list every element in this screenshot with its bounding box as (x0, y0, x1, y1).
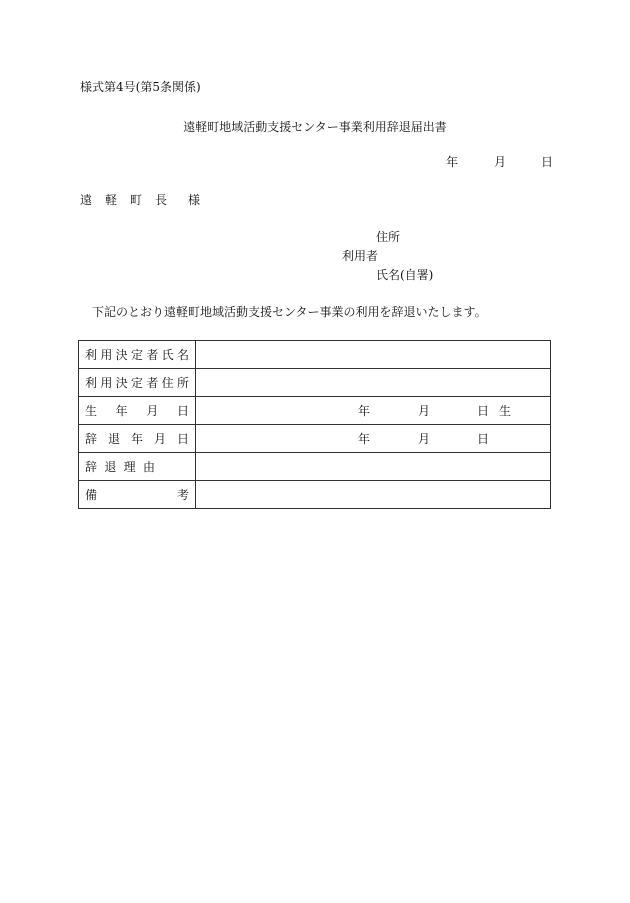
label-char: 月 (146, 404, 159, 418)
row-label-withdrawal-date (79, 425, 196, 453)
addressee-honorific: 様 (188, 193, 201, 207)
label-char: 日 (176, 404, 189, 418)
statement-text: 下記のとおり遠軽町地域活動支援センター事業の利用を辞退いたします。 (92, 305, 487, 319)
addressee-char: 町 (130, 193, 143, 207)
addressee-char: 軽 (105, 193, 118, 207)
withdrawal-year-mark: 年 (358, 432, 371, 446)
row-label-user-name (79, 341, 196, 369)
withdrawal-month-mark: 月 (418, 432, 431, 446)
label-char: 住 (161, 376, 174, 390)
label-char: 退 (107, 432, 120, 446)
date-year-label: 年 (446, 155, 459, 169)
birth-suffix-mark: 生 (499, 404, 512, 418)
birth-day-mark: 日 (477, 404, 490, 418)
form-number: 様式第4号(第5条関係) (80, 80, 201, 94)
row-label-withdrawal-reason (79, 453, 196, 481)
user-address-field[interactable] (196, 369, 551, 397)
row-label-user-address (79, 369, 196, 397)
label-char: 決 (115, 376, 128, 390)
table-row (79, 397, 551, 425)
label-char: 者 (146, 348, 159, 362)
label-char: 氏 (161, 348, 174, 362)
user-name-field[interactable] (196, 341, 551, 369)
label-char: 理 (123, 460, 136, 474)
date-month-label: 月 (494, 155, 507, 169)
user-label: 利用者 (342, 249, 379, 263)
row-label-remarks (79, 481, 196, 509)
label-char: 利 (85, 348, 98, 362)
label-char: 年 (130, 432, 143, 446)
label-char: 年 (115, 404, 128, 418)
label-char: 退 (104, 460, 117, 474)
birth-month-mark: 月 (418, 404, 431, 418)
label-char: 生 (85, 404, 98, 418)
label-char: 由 (142, 460, 155, 474)
date-day-label: 日 (541, 155, 554, 169)
withdrawal-date-field[interactable] (196, 425, 551, 453)
table-row (79, 481, 551, 509)
label-char: 利 (85, 376, 98, 390)
table-row (79, 453, 551, 481)
name-signature-label: 氏名(自署) (376, 268, 434, 282)
label-char: 月 (153, 432, 166, 446)
table-row (79, 341, 551, 369)
label-char: 用 (100, 348, 113, 362)
table-row (79, 425, 551, 453)
label-char: 考 (176, 488, 189, 502)
label-char: 用 (100, 376, 113, 390)
table-row (79, 369, 551, 397)
withdrawal-day-mark: 日 (477, 432, 490, 446)
label-char: 辞 (85, 432, 98, 446)
label-char: 名 (176, 348, 189, 362)
document-title: 遠軽町地域活動支援センター事業利用辞退届出書 (183, 120, 447, 134)
addressee-char: 遠 (80, 193, 93, 207)
addressee-char: 長 (155, 193, 168, 207)
label-char: 決 (115, 348, 128, 362)
label-char: 辞 (85, 460, 98, 474)
label-char: 日 (176, 432, 189, 446)
remarks-field[interactable] (196, 481, 551, 509)
row-label-birth-date (79, 397, 196, 425)
label-char: 備 (85, 488, 98, 502)
label-char: 所 (176, 376, 189, 390)
withdrawal-reason-field[interactable] (196, 453, 551, 481)
label-char: 定 (130, 376, 143, 390)
addressee (80, 193, 200, 207)
address-label: 住所 (376, 230, 401, 244)
withdrawal-form-table (78, 340, 551, 509)
birth-date-field[interactable] (196, 397, 551, 425)
label-char: 定 (130, 348, 143, 362)
birth-year-mark: 年 (358, 404, 371, 418)
label-char: 者 (146, 376, 159, 390)
